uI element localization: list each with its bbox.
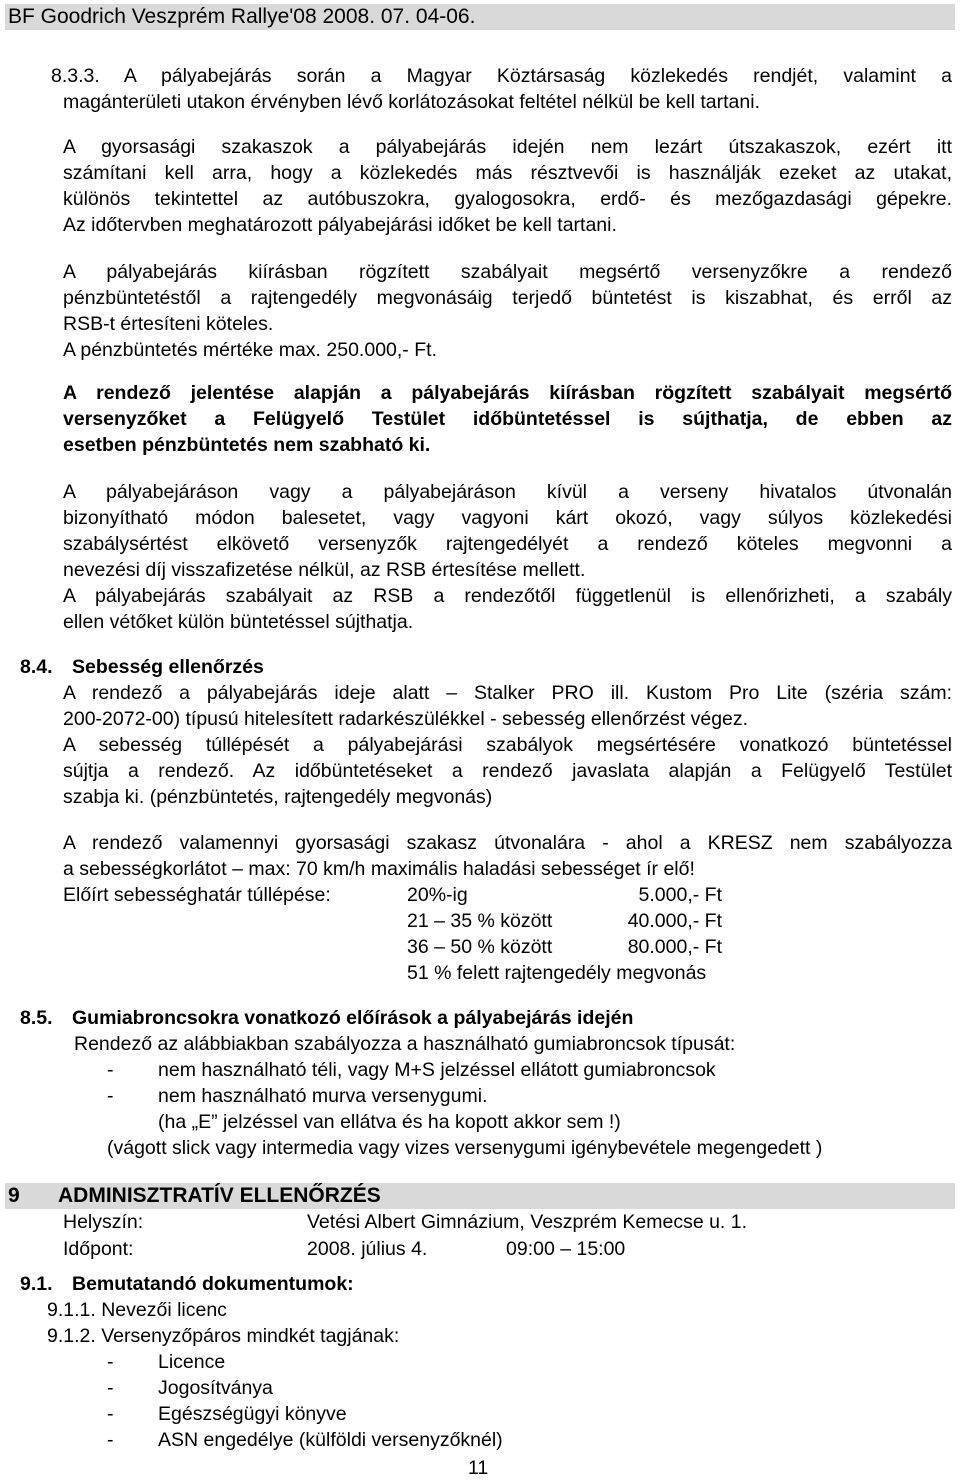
text-line: szabálysértést elkövető versenyzők rajtengedélyét a rendező köteles megvonni a	[63, 533, 952, 555]
list-item: ASN engedélye (külföldi versenyzőknél)	[158, 1429, 503, 1451]
list-item: nem használható téli, vagy M+S jelzéssel ellátott gumiabroncsok	[158, 1059, 716, 1081]
header-title: BF Goodrich Veszprém Rallye'08 2008. 07. 04-06.	[8, 5, 476, 28]
text-line: A rendező valamennyi gyorsasági szakasz útvonalára - ahol a KRESZ nem szabályozza	[63, 832, 952, 854]
text-line: A pályabejárás kiírásban rögzített szabályait megsértő versenyzőkre a rendező	[63, 261, 952, 283]
paragraph-penalties	[63, 259, 952, 363]
list-dash: -	[107, 1351, 114, 1373]
section-8-4-speed-limit	[63, 830, 952, 882]
paragraph-speed-stages	[63, 134, 952, 238]
section-9-title: ADMINISZTRATÍV ELLENŐRZÉS	[58, 1184, 381, 1207]
section-8-4-body	[63, 680, 952, 810]
text-line: pénzbüntetéstől a rajtengedély megvonásáig terjedő büntetést is kiszabhat, és erről az	[63, 287, 952, 309]
paragraph-8-3-3	[51, 63, 952, 115]
section-8-4-title: Sebesség ellenőrzés	[72, 656, 264, 678]
note-line: (ha „E” jelzéssel van ellátva és ha kopott akkor sem !)	[158, 1111, 621, 1133]
text-line: ellen vétőket külön büntetéssel sújthatja.	[63, 611, 414, 633]
section-8-5-intro: Rendező az alábbiakban szabályozza a használható gumiabroncsok típusát:	[74, 1033, 736, 1055]
section-8-5-number: 8.5.	[20, 1007, 53, 1029]
fine-range: 21 – 35 % között	[407, 910, 553, 932]
place-value: Vetési Albert Gimnázium, Veszprém Kemecse u. 1.	[307, 1211, 748, 1233]
section-9-heading	[5, 1183, 955, 1209]
list-dash: -	[107, 1403, 114, 1425]
list-item: Licence	[158, 1351, 226, 1373]
page-header	[5, 4, 955, 30]
text-line: szabja ki. (pénzbüntetés, rajtengedély megvonás)	[63, 786, 493, 808]
text-line: A rendező a pályabejárás ideje alatt – Stalker PRO ill. Kustom Pro Lite (széria szám:	[63, 682, 952, 704]
list-item: Jogosítványa	[158, 1377, 273, 1399]
fine-range: 36 – 50 % között	[407, 936, 553, 958]
text-line: a sebességkorlátot – max: 70 km/h maximális haladási sebességet ír elő!	[63, 858, 695, 880]
fine-range: 20%-ig	[407, 884, 468, 906]
text-line: 200-2072-00) típusú hitelesített radarkészülékkel - sebesség ellenőrzést végez.	[63, 708, 749, 730]
section-9-number: 9	[8, 1184, 20, 1207]
text-line: 8.3.3. A pályabejárás során a Magyar Köztársaság közlekedés rendjét, valamint a	[51, 65, 952, 87]
list-dash: -	[107, 1429, 114, 1451]
text-line: RSB-t értesíteni köteles.	[63, 313, 274, 335]
text-line: A pályabejáráson vagy a pályabejáráson kívül a verseny hivatalos útvonalán	[63, 481, 952, 503]
list-dash: -	[107, 1085, 114, 1107]
fine-amount: 5.000,- Ft	[638, 884, 722, 906]
text-line: Az időtervben meghatározott pályabejárási időket be kell tartani.	[63, 214, 617, 236]
section-9-1-number: 9.1.	[20, 1273, 53, 1295]
paragraph-steward-report	[63, 380, 952, 458]
fine-amount: 80.000,- Ft	[627, 936, 722, 958]
date-value: 2008. július 4.	[307, 1238, 428, 1260]
text-line: A pénzbüntetés mértéke max. 250.000,- Ft.	[63, 339, 437, 361]
text-line: sújtja a rendező. Az időbüntetéseket a rendező javaslata alapján a Felügyelő Testület	[63, 760, 952, 782]
page-number: 11	[468, 1457, 489, 1479]
text-line: magánterületi utakon érvényben lévő korlátozásokat feltétel nélkül be kell tartani.	[63, 91, 760, 113]
text-line: esetben pénzbüntetés nem szabható ki.	[63, 434, 431, 456]
paragraph-accidents	[63, 479, 952, 635]
time-value: 09:00 – 15:00	[506, 1238, 626, 1260]
text-line: A rendező jelentése alapján a pályabejárás kiírásban rögzített szabályait megsértő	[63, 382, 952, 404]
section-8-5-title: Gumiabroncsokra vonatkozó előírások a pályabejárás idején	[72, 1007, 634, 1029]
text-line: nevezési díj visszafizetése nélkül, az RSB értesítése mellett.	[63, 559, 586, 581]
list-dash: -	[107, 1377, 114, 1399]
place-label: Helyszín:	[63, 1211, 144, 1233]
time-label: Időpont:	[63, 1238, 134, 1260]
text-line: bizonyítható módon balesetet, vagy vagyoni kárt okozó, vagy súlyos közlekedési	[63, 507, 952, 529]
fine-amount: 40.000,- Ft	[627, 910, 722, 932]
text-line: A gyorsasági szakaszok a pályabejárás idején nem lezárt útszakaszok, ezért itt	[63, 136, 952, 158]
list-item: 9.1.1. Nevezői licenc	[47, 1299, 227, 1321]
text-line: számítani kell arra, hogy a közlekedés más résztvevői is használják ezeket az utakat,	[63, 162, 952, 184]
list-item: Egészségügyi könyve	[158, 1403, 347, 1425]
section-9-1-title: Bemutatandó dokumentumok:	[72, 1273, 354, 1295]
list-item: 9.1.2. Versenyzőpáros mindkét tagjának:	[47, 1325, 400, 1347]
list-dash: -	[107, 1059, 114, 1081]
section-8-4-number: 8.4.	[20, 656, 53, 678]
fine-last-row: 51 % felett rajtengedély megvonás	[407, 962, 707, 984]
fine-table-label: Előírt sebességhatár túllépése:	[63, 884, 331, 906]
text-line: különös tekintettel az autóbuszokra, gyalogosokra, erdő- és mezőgazdasági gépekre.	[63, 188, 952, 210]
list-item: nem használható murva versenygumi.	[158, 1085, 488, 1107]
text-line: A sebesség túllépését a pályabejárási szabályok megsértésére vonatkozó büntetéssel	[63, 734, 952, 756]
text-line: versenyzőket a Felügyelő Testület időbüntetéssel is sújthatja, de ebben az	[63, 408, 952, 430]
note-line: (vágott slick vagy intermedia vagy vizes versenygumi igénybevétele megengedett )	[107, 1137, 823, 1159]
text-line: A pályabejárás szabályait az RSB a rendezőtől függetlenül is ellenőrizheti, a szabály	[63, 585, 952, 607]
